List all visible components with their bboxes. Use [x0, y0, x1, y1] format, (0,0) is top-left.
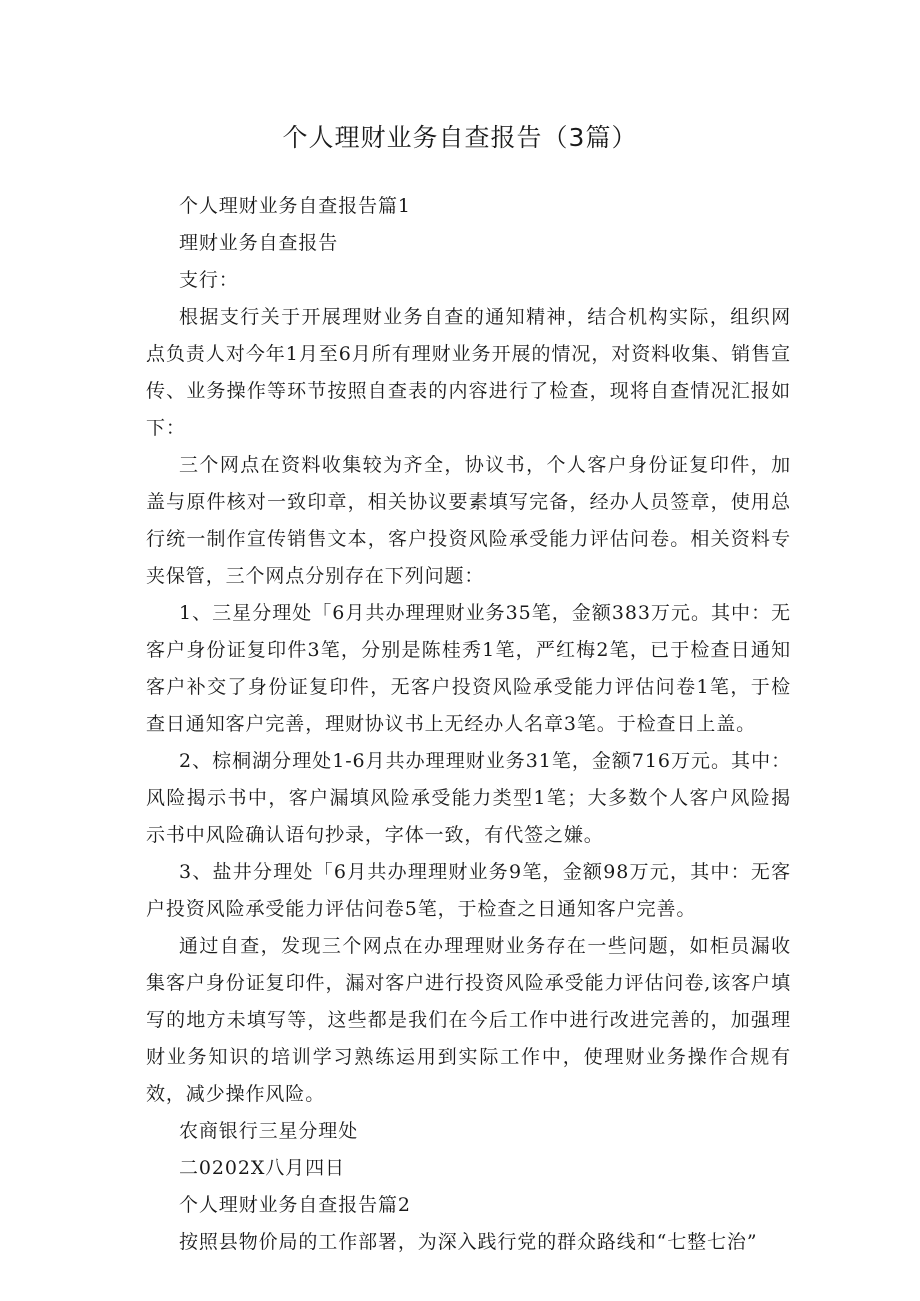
body-paragraph: 1、三星分理处「6月共办理理财业务35笔，金额383万元。其中：无客户身份证复印件3笔，分别是陈桂秀1笔，严红梅2笔，已于检查日通知客户补交了身份证复印件，无客户投资风险承受能力评估问卷1笔，于检查日通知客户完善，理财协议书上无经办人名章3笔。于检查日上盖。	[146, 602, 791, 735]
document-body	[146, 188, 791, 1261]
report-subheading: 理财业务自查报告	[179, 232, 339, 254]
section-heading: 个人理财业务自查报告篇2	[179, 1194, 411, 1216]
body-paragraph: 三个网点在资料收集较为齐全，协议书，个人客户身份证复印件，加盖与原件核对一致印章，相关协议要素填写完备，经办人员签章，使用总行统一制作宣传销售文本，客户投资风险承受能力评估问卷。相关资料专夹保管，三个网点分别存在下列问题：	[146, 454, 791, 587]
body-paragraph: 3、盐井分理处「6月共办理理财业务9笔，金额98万元，其中：无客户投资风险承受能力评估问卷5笔，于检查之日通知客户完善。	[146, 861, 791, 920]
section-heading: 个人理财业务自查报告篇1	[179, 195, 411, 217]
body-paragraph: 根据支行关于开展理财业务自查的通知精神，结合机构实际，组织网点负责人对今年1月至6月所有理财业务开展的情况，对资料收集、销售宣传、业务操作等环节按照自查表的内容进行了检查，现将自查情况汇报如下：	[146, 306, 791, 439]
body-paragraph: 2、棕桐湖分理处1-6月共办理理财业务31笔，金额716万元。其中：风险揭示书中，客户漏填风险承受能力类型1笔；大多数个人客户风险揭示书中风险确认语句抄录，字体一致，有代签之嫌。	[146, 750, 791, 846]
document-title: 个人理财业务自查报告（3篇）	[282, 123, 638, 152]
body-paragraph: 通过自查，发现三个网点在办理理财业务存在一些问题，如柜员漏收集客户身份证复印件，漏对客户进行投资风险承受能力评估问卷,该客户填写的地方未填写等，这些都是我们在今后工作中进行改进完善的，加强理财业务知识的培训学习熟练运用到实际工作中，使理财业务操作合规有效，减少操作风险。	[146, 935, 791, 1105]
date: 二0202X八月四日	[179, 1157, 345, 1179]
signature: 农商银行三星分理处	[179, 1120, 359, 1142]
body-paragraph: 按照县物价局的工作部署，为深入践行党的群众路线和“七整七治”	[179, 1231, 758, 1253]
salutation: 支行：	[179, 269, 239, 291]
